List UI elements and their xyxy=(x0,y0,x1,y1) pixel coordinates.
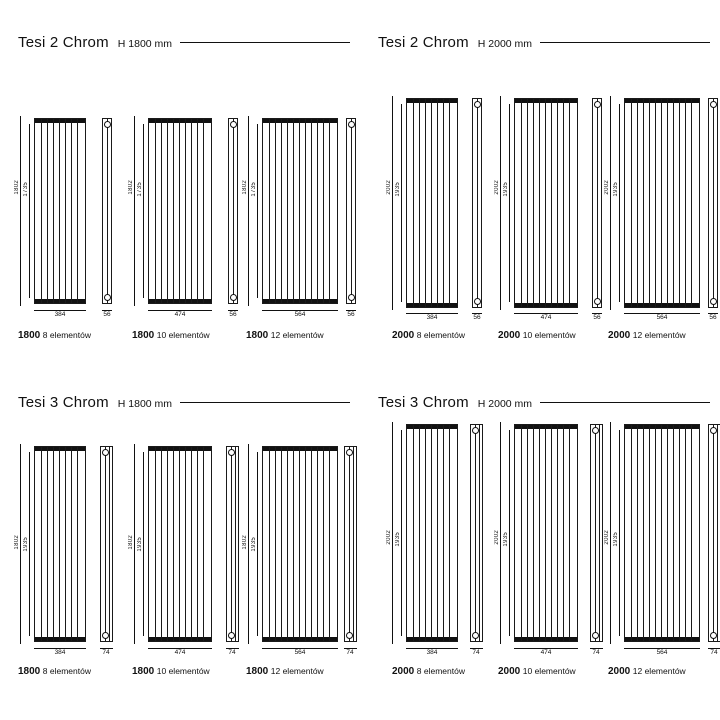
radiator-side-view xyxy=(228,118,238,304)
height-center-label: 1935 xyxy=(395,182,401,197)
radiator-side-view xyxy=(346,118,356,304)
width-label: 384 xyxy=(54,311,66,318)
unit-elements: 12 elementów xyxy=(270,666,324,676)
panel-family-label: Tesi 2 Chrom xyxy=(18,34,109,51)
unit-elements: 8 elementów xyxy=(42,666,91,676)
height-total-label: 1802 xyxy=(128,535,134,550)
depth-label: 56 xyxy=(473,314,481,321)
radiator-side-view xyxy=(592,98,602,308)
unit-code: 2000 xyxy=(498,330,521,341)
depth-label: 56 xyxy=(593,314,601,321)
unit-caption xyxy=(498,666,576,677)
panel-height-label: H 2000 mm xyxy=(477,38,533,50)
unit-elements: 12 elementów xyxy=(632,330,686,340)
unit-group xyxy=(0,0,360,360)
radiator-front-view xyxy=(262,118,338,304)
depth-label: 56 xyxy=(709,314,717,321)
width-label: 384 xyxy=(54,649,66,656)
height-total-label: 2002 xyxy=(494,180,500,195)
unit-caption xyxy=(18,330,91,341)
unit-caption xyxy=(18,666,91,677)
unit-elements: 10 elementów xyxy=(522,330,576,340)
radiator-side-view xyxy=(708,98,718,308)
unit-caption xyxy=(132,330,210,341)
panel-family-label: Tesi 3 Chrom xyxy=(18,394,109,411)
unit-elements: 8 elementów xyxy=(416,666,465,676)
panel-family-label: Tesi 3 Chrom xyxy=(378,394,469,411)
height-center-label: 1935 xyxy=(503,182,509,197)
height-total-label: 1802 xyxy=(128,180,134,195)
width-label: 564 xyxy=(656,314,668,321)
radiator-front-view xyxy=(148,446,212,642)
unit-code: 2000 xyxy=(498,666,521,677)
unit-group xyxy=(360,0,720,360)
radiator-front-view xyxy=(624,98,700,308)
unit-caption xyxy=(608,666,686,677)
height-center-label: 1935 xyxy=(137,537,143,552)
unit-elements: 8 elementów xyxy=(416,330,465,340)
radiator-side-view xyxy=(708,424,720,642)
radiator-side-view xyxy=(100,446,113,642)
width-label: 474 xyxy=(174,649,186,656)
unit-code: 2000 xyxy=(392,666,415,677)
radiator-side-view xyxy=(102,118,112,304)
depth-label: 56 xyxy=(229,311,237,318)
panel-height-label: H 2000 mm xyxy=(477,398,533,410)
panel-height-label: H 1800 mm xyxy=(117,398,173,410)
unit-caption xyxy=(392,666,465,677)
depth-label: 74 xyxy=(102,649,110,656)
depth-label: 74 xyxy=(592,649,600,656)
height-total-label: 2002 xyxy=(494,530,500,545)
height-center-label: 1935 xyxy=(613,182,619,197)
height-center-label: 1935 xyxy=(251,537,257,552)
unit-code: 2000 xyxy=(392,330,415,341)
unit-group xyxy=(360,360,720,720)
panel-tesi2-h2000 xyxy=(360,0,720,360)
unit-group xyxy=(0,360,360,720)
unit-caption xyxy=(246,666,324,677)
radiator-front-view xyxy=(34,118,86,304)
unit-elements: 10 elementów xyxy=(156,330,210,340)
depth-label: 74 xyxy=(710,649,718,656)
height-total-label: 1802 xyxy=(242,535,248,550)
depth-label: 56 xyxy=(103,311,111,318)
height-center-label: 1935 xyxy=(395,532,401,547)
height-center-label: 1935 xyxy=(613,532,619,547)
height-total-label: 2002 xyxy=(604,180,610,195)
radiator-front-view xyxy=(262,446,338,642)
panel-height-label: H 1800 mm xyxy=(117,38,173,50)
height-center-label: 1735 xyxy=(137,182,143,197)
unit-code: 1800 xyxy=(132,330,155,341)
unit-elements: 12 elementów xyxy=(632,666,686,676)
height-total-label: 1802 xyxy=(14,180,20,195)
radiator-side-view xyxy=(470,424,483,642)
radiator-side-view xyxy=(344,446,357,642)
unit-code: 1800 xyxy=(246,330,269,341)
height-center-label: 1735 xyxy=(23,182,29,197)
unit-caption xyxy=(608,330,686,341)
unit-code: 1800 xyxy=(18,666,41,677)
panel-family-label: Tesi 2 Chrom xyxy=(378,34,469,51)
depth-label: 74 xyxy=(346,649,354,656)
unit-code: 2000 xyxy=(608,330,631,341)
panel-tesi3-h1800 xyxy=(0,360,360,720)
width-label: 474 xyxy=(174,311,186,318)
unit-code: 1800 xyxy=(132,666,155,677)
radiator-side-view xyxy=(472,98,482,308)
width-label: 564 xyxy=(656,649,668,656)
unit-caption xyxy=(498,330,576,341)
unit-caption xyxy=(246,330,324,341)
unit-code: 1800 xyxy=(246,666,269,677)
width-label: 474 xyxy=(540,649,552,656)
width-label: 474 xyxy=(540,314,552,321)
radiator-front-view xyxy=(406,424,458,642)
unit-code: 1800 xyxy=(18,330,41,341)
width-label: 384 xyxy=(426,649,438,656)
panel-tesi3-h2000 xyxy=(360,360,720,720)
unit-code: 2000 xyxy=(608,666,631,677)
radiator-front-view xyxy=(406,98,458,308)
radiator-front-view xyxy=(34,446,86,642)
unit-elements: 12 elementów xyxy=(270,330,324,340)
unit-elements: 8 elementów xyxy=(42,330,91,340)
height-center-label: 1735 xyxy=(251,182,257,197)
radiator-front-view xyxy=(514,98,578,308)
unit-elements: 10 elementów xyxy=(156,666,210,676)
depth-label: 74 xyxy=(472,649,480,656)
depth-label: 74 xyxy=(228,649,236,656)
height-total-label: 2002 xyxy=(386,180,392,195)
depth-label: 56 xyxy=(347,311,355,318)
radiator-side-view xyxy=(226,446,239,642)
width-label: 564 xyxy=(294,311,306,318)
height-total-label: 2002 xyxy=(604,530,610,545)
width-label: 564 xyxy=(294,649,306,656)
height-center-label: 1935 xyxy=(503,532,509,547)
radiator-front-view xyxy=(624,424,700,642)
unit-caption xyxy=(132,666,210,677)
radiator-front-view xyxy=(514,424,578,642)
height-total-label: 1802 xyxy=(14,535,20,550)
height-total-label: 1802 xyxy=(242,180,248,195)
unit-elements: 10 elementów xyxy=(522,666,576,676)
radiator-side-view xyxy=(590,424,603,642)
height-center-label: 1935 xyxy=(23,537,29,552)
height-total-label: 2002 xyxy=(386,530,392,545)
width-label: 384 xyxy=(426,314,438,321)
unit-caption xyxy=(392,330,465,341)
panel-tesi2-h1800 xyxy=(0,0,360,360)
radiator-front-view xyxy=(148,118,212,304)
